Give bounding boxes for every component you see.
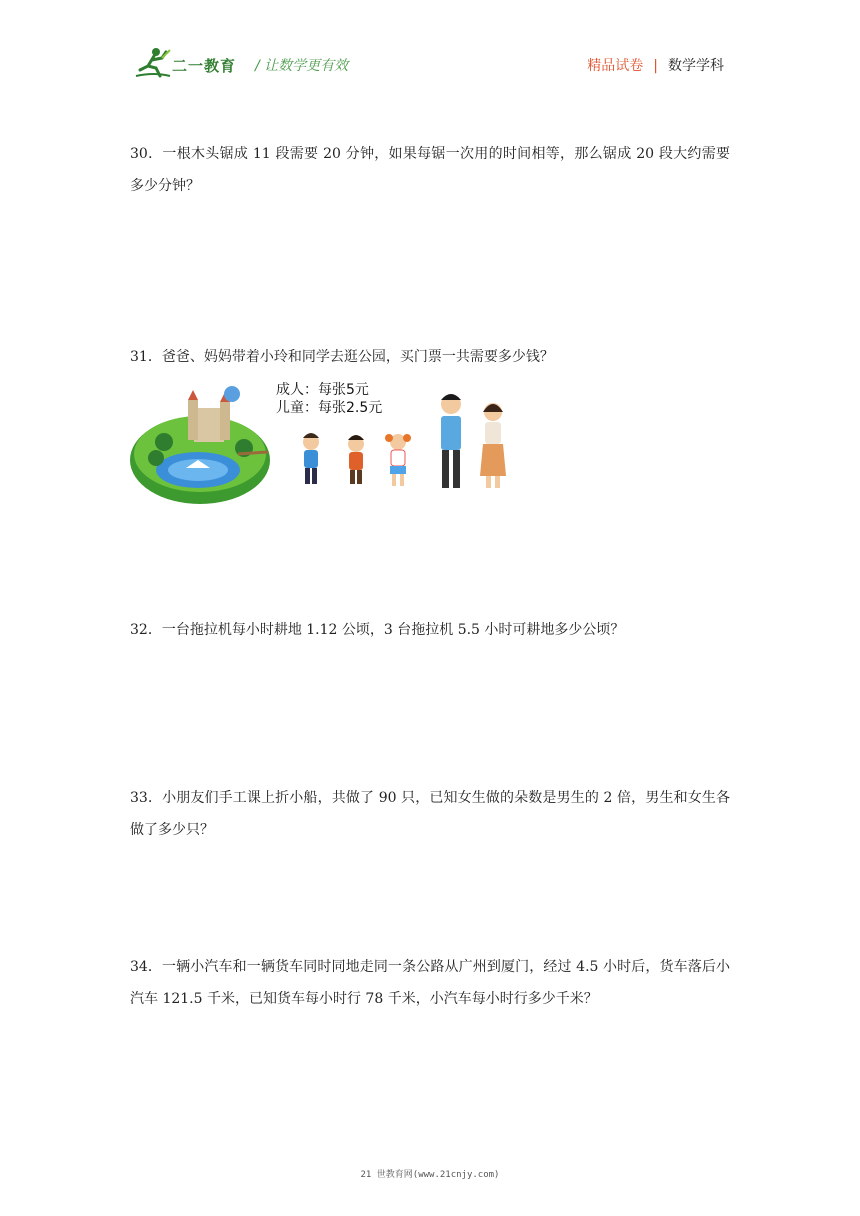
page-footer: 21 世教育网(www.21cnjy.com) <box>360 1170 500 1180</box>
subject-label: 数学学科 <box>668 58 724 74</box>
question-32: 32．一台拖拉机每小时耕地 1.12 公顷，3 台拖拉机 5.5 小时可耕地多少公顷？ <box>130 622 625 638</box>
boy-2-image <box>348 435 364 484</box>
page-header <box>0 0 860 100</box>
brand-name: 二一教育 <box>172 57 237 75</box>
child-price: 儿童：每张2.5元 <box>276 400 383 416</box>
father-image <box>441 394 461 488</box>
header-right <box>587 55 724 75</box>
mother-image <box>480 403 506 488</box>
question-30: 30．一根木头锯成 11 段需要 20 分钟，如果每锯一次用的时间相等，那么锯成 20 段大约需要多少分钟？ <box>130 146 730 194</box>
brand-slogan: / 让数学更有效 <box>255 58 349 74</box>
boy-1-image <box>303 433 319 484</box>
question-34: 34．一辆小汽车和一辆货车同时同地走同一条公路从广州到厦门，经过 4.5 小时后，货车落后小汽车 121.5 千米，已知货车每小时行 78 千米，小汽车每小时行多少千米？ <box>130 959 730 1007</box>
adult-price: 成人：每张5元 <box>276 382 369 398</box>
premium-label: 精品试卷 <box>587 58 644 74</box>
park-island-image <box>130 386 270 504</box>
header-separator: | <box>653 58 658 74</box>
question-33: 33．小朋友们手工课上折小船，共做了 90 只，已知女生做的朵数是男生的 2 倍，男生和女生各做了多少只？ <box>130 790 730 838</box>
question-31: 31．爸爸、妈妈带着小玲和同学去逛公园，买门票一共需要多少钱？ <box>130 349 554 365</box>
girl-image <box>385 434 411 486</box>
ticket-price-table <box>276 381 382 417</box>
